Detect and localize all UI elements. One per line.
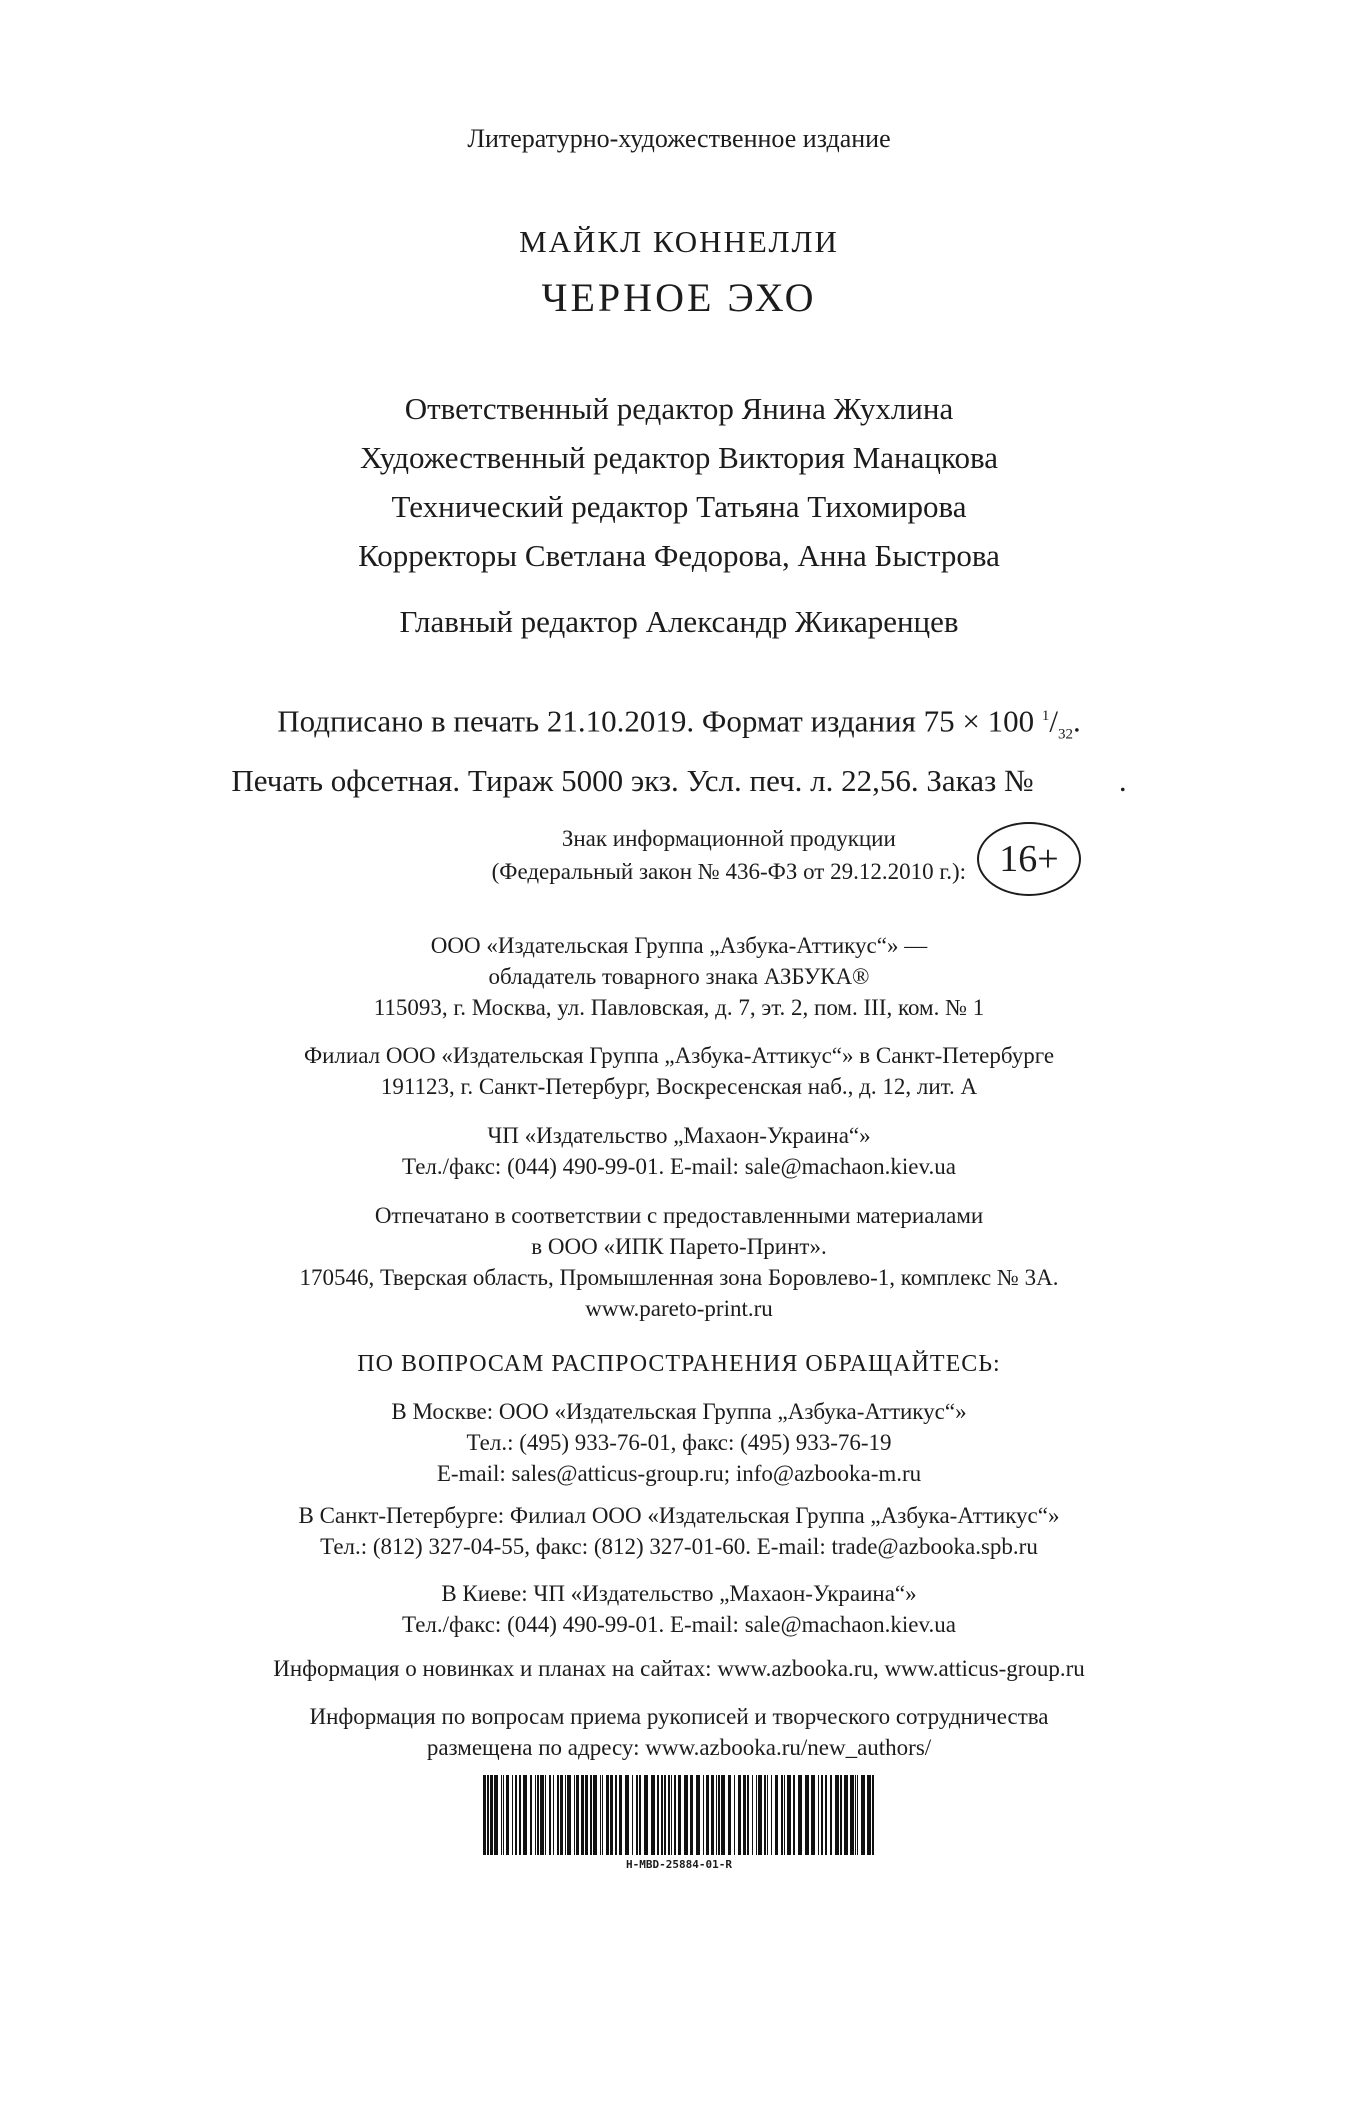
barcode-bar — [664, 1775, 666, 1855]
barcode-bar — [615, 1775, 617, 1855]
barcode-bar — [821, 1775, 823, 1855]
barcode-bar — [844, 1775, 848, 1855]
barcode-bar — [767, 1775, 768, 1855]
barcode-bar — [716, 1775, 717, 1855]
info-manuscripts: Информация по вопросам приема рукописей и творческого сотрудничества размещена по адресу: www.azbooka.ru/new_authors/ — [309, 1704, 1049, 1760]
barcode-bar — [483, 1775, 486, 1855]
info-sites: Информация о новинках и планах на сайтах: www.azbooka.ru, www.atticus-group.ru — [273, 1656, 1085, 1681]
barcode-bar — [506, 1775, 509, 1855]
barcode-bar — [690, 1775, 693, 1855]
barcode-bar — [501, 1775, 502, 1855]
barcode-bar — [574, 1775, 575, 1855]
barcode-bar — [706, 1775, 709, 1855]
barcode-bar — [639, 1775, 641, 1855]
publisher-ukraine-block: ЧП «Издательство „Махаон-Украина“» Тел./факс: (044) 490-99-01. E-mail: sale@machaon.kiev.ua — [402, 1123, 956, 1179]
publisher-block: ООО «Издательская Группа „Азбука-Аттикус“» — обладатель товарного знака АЗБУКА® 115093, г. Москва, ул. Павловская, д. 7, эт. 2, пом. III, ком. № 1 — [373, 933, 985, 1020]
barcode-bar — [549, 1775, 551, 1855]
barcode-bar — [861, 1775, 865, 1855]
barcode-bar — [581, 1775, 584, 1855]
staff-line: Корректоры Светлана Федорова, Анна Быстрова — [358, 538, 1000, 573]
barcode-bar — [728, 1775, 731, 1855]
barcode-bar — [540, 1775, 544, 1855]
barcode-bar — [565, 1775, 566, 1855]
age-rating-badge: 16+ — [977, 822, 1081, 896]
age-mark — [0, 822, 1358, 922]
barcode-bar — [487, 1775, 489, 1855]
barcode-bar — [711, 1775, 714, 1855]
distribution-heading: ПО ВОПРОСАМ РАСПРОСТРАНЕНИЯ ОБРАЩАЙТЕСЬ: — [357, 1351, 1001, 1377]
publisher-branch-block: Филиал ООО «Издательская Группа „Азбука-Аттикус“» в Санкт-Петербурге 191123, г. Санкт-Петербург, Воскресенская наб., д. 12, лит. А — [303, 1043, 1055, 1099]
barcode-bar — [747, 1775, 749, 1855]
barcode-bar — [593, 1775, 597, 1855]
barcode-bar — [830, 1775, 832, 1855]
staff-line: Ответственный редактор Янина Жухлина — [404, 391, 954, 426]
print-line-1: Подписано в печать 21.10.2019. Формат издания 75 × 100 $^1/_{32}$. — [277, 703, 1081, 743]
barcode-bar — [602, 1775, 603, 1855]
barcode-bar — [825, 1775, 827, 1855]
genre-line: Литературно-художественное издание — [467, 124, 891, 153]
barcode-bar — [805, 1775, 809, 1855]
barcode-bar — [678, 1775, 681, 1855]
barcode-bar — [632, 1775, 633, 1855]
barcode-bar — [811, 1775, 815, 1855]
barcode-bar — [535, 1775, 536, 1855]
barcode-bar — [590, 1775, 592, 1855]
barcode-bar — [537, 1775, 539, 1855]
book-title: ЧЕРНОЕ ЭХО — [541, 275, 817, 320]
barcode-bar — [855, 1775, 856, 1855]
age-mark-text: Знак информационной продукции (Федеральный закон № 436-ФЗ от 29.12.2010 г.): — [491, 826, 966, 884]
barcode-bar — [775, 1775, 778, 1855]
print-specs — [0, 694, 1358, 803]
barcode-bar — [657, 1775, 659, 1855]
barcode-block — [0, 1775, 1358, 1871]
barcode-bar — [721, 1775, 725, 1855]
distribution-spb: В Санкт-Петербурге: Филиал ООО «Издательская Группа „Азбука-Аттикус“» Тел.: (812) 327-04-55, факс: (812) 327-01-60. E-mail: trade@azbooka.spb.ru — [298, 1503, 1060, 1559]
barcode-bar — [560, 1775, 563, 1855]
barcode-bar — [850, 1775, 854, 1855]
barcode-bar — [530, 1775, 532, 1855]
barcode-bar — [644, 1775, 648, 1855]
barcode-bar — [743, 1775, 746, 1855]
barcode-bar — [625, 1775, 629, 1855]
barcode-bar — [696, 1775, 700, 1855]
barcode-bar — [557, 1775, 559, 1855]
author-name: МАЙКЛ КОННЕЛЛИ — [519, 224, 839, 259]
barcode-bar — [661, 1775, 663, 1855]
barcode-bar — [718, 1775, 720, 1855]
barcode-bar — [703, 1775, 704, 1855]
barcode-bar — [619, 1775, 622, 1855]
barcode-bar — [567, 1775, 571, 1855]
editorial-staff — [0, 384, 1358, 580]
chief-editor: Главный редактор Александр Жикаренцев — [399, 604, 959, 639]
barcode-bar — [606, 1775, 609, 1855]
barcode-bar — [668, 1775, 670, 1855]
barcode-code: H-MBD-25884-01-R — [626, 1858, 732, 1871]
barcode-bar — [553, 1775, 554, 1855]
barcode-bar — [671, 1775, 672, 1855]
barcode-bar — [674, 1775, 676, 1855]
printer-block: Отпечатано в соответствии с предоставленными материалами в ООО «ИПК Парето-Принт». 170546, Тверская область, Промышленная зона Боровлево-1, комплекс № 3А. www.pareto-print.ru — [299, 1203, 1059, 1321]
staff-line: Художественный редактор Виктория Манацкова — [360, 440, 998, 475]
barcode-bar — [756, 1775, 757, 1855]
barcode-bar — [494, 1775, 498, 1855]
barcode-bar — [610, 1775, 613, 1855]
barcode-icon — [479, 1775, 879, 1855]
barcode-bar — [515, 1775, 517, 1855]
barcode-bar — [840, 1775, 842, 1855]
barcode-bar — [519, 1775, 521, 1855]
barcode-bar — [636, 1775, 638, 1855]
barcode-bar — [867, 1775, 871, 1855]
barcode-bar — [872, 1775, 874, 1855]
barcode-bar — [758, 1775, 762, 1855]
distribution-moscow: В Москве: ООО «Издательская Группа „Азбука-Аттикус“» Тел.: (495) 933-76-01, факс: (495) 933-76-19 E-mail: sales@atticus-group.ru; info@azbooka-m.ru — [391, 1399, 967, 1486]
barcode-bar — [512, 1775, 513, 1855]
barcode-bar — [684, 1775, 688, 1855]
barcode-bar — [764, 1775, 766, 1855]
barcode-bar — [600, 1775, 601, 1855]
barcode-bar — [784, 1775, 785, 1855]
barcode-bar — [545, 1775, 546, 1855]
barcode-bar — [490, 1775, 493, 1855]
barcode-bar — [503, 1775, 504, 1855]
barcode-bar — [585, 1775, 588, 1855]
barcode-bar — [857, 1775, 858, 1855]
barcode-bar — [576, 1775, 579, 1855]
barcode-bar — [734, 1775, 735, 1855]
barcode-bar — [818, 1775, 819, 1855]
distribution-kiev: В Киеве: ЧП «Издательство „Махаон-Украина“» Тел./факс: (044) 490-99-01. E-mail: sale@machaon.kiev.ua — [402, 1581, 956, 1637]
barcode-bar — [738, 1775, 741, 1855]
barcode-bar — [781, 1775, 783, 1855]
barcode-bar — [752, 1775, 753, 1855]
barcode-bar — [798, 1775, 802, 1855]
print-line-2: Печать офсетная. Тираж 5000 экз. Усл. печ. л. 22,56. Заказ № . — [231, 762, 1127, 798]
staff-line: Технический редактор Татьяна Тихомирова — [391, 489, 967, 524]
barcode-bar — [523, 1775, 527, 1855]
barcode-bar — [835, 1775, 839, 1855]
barcode-bar — [771, 1775, 772, 1855]
barcode-bar — [787, 1775, 791, 1855]
barcode-bar — [793, 1775, 795, 1855]
barcode-bar — [651, 1775, 655, 1855]
